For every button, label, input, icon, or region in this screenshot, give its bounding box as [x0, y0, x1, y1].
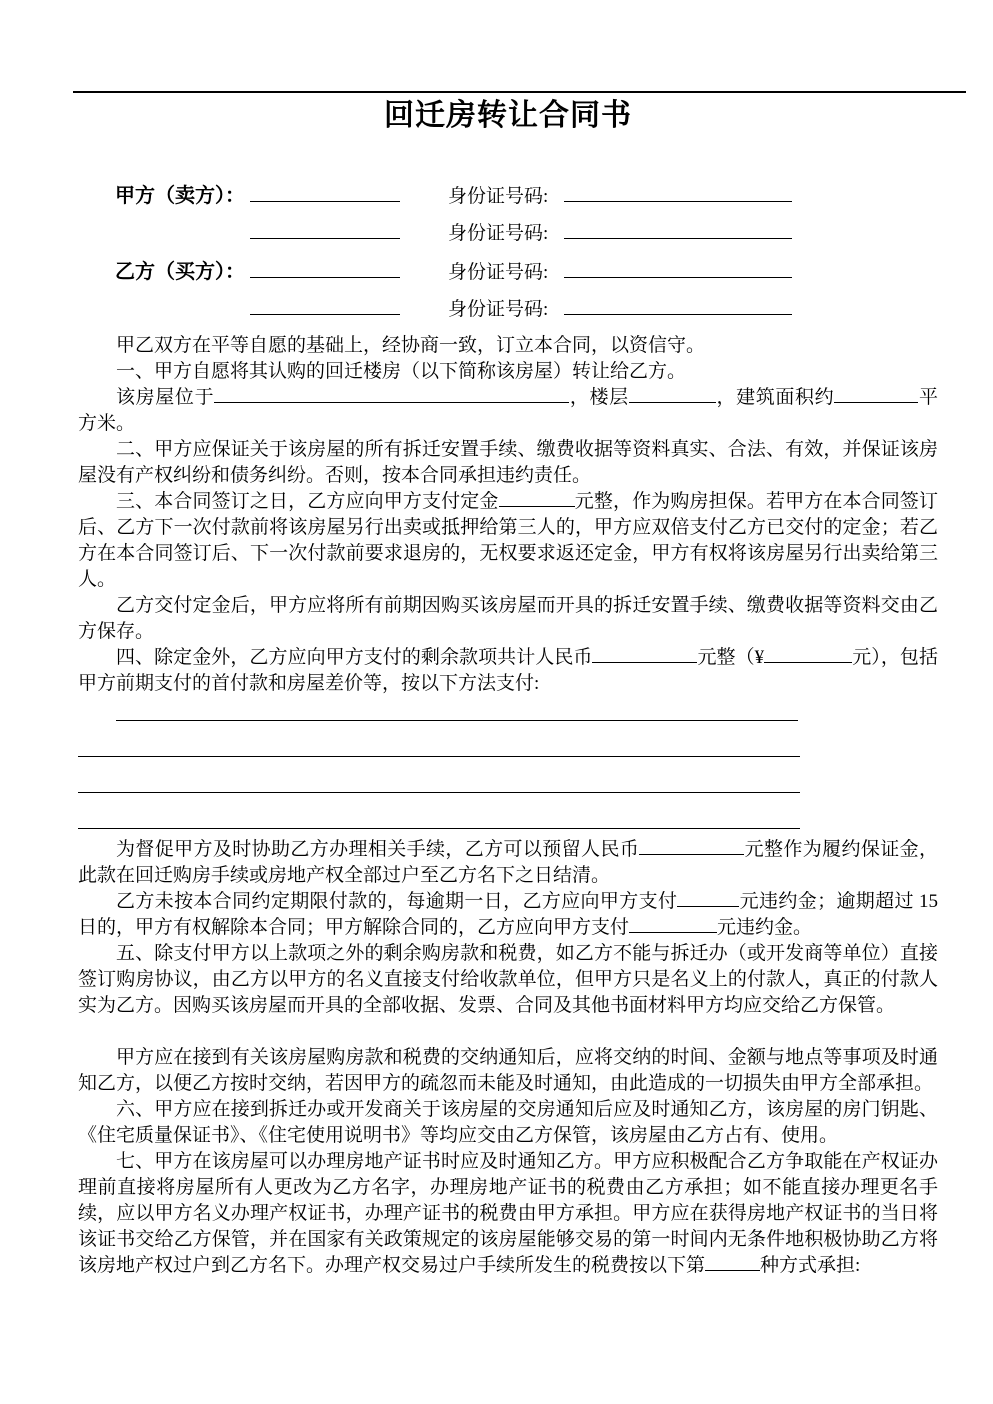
fill-in-line[interactable] [78, 721, 800, 757]
fill-in-line[interactable] [78, 793, 800, 829]
paragraph-text: 三、本合同签订之日，乙方应向甲方支付定金 [116, 491, 499, 512]
fill-in-blank[interactable] [639, 839, 744, 855]
party-a-label: 甲方（卖方）： [115, 185, 245, 207]
id-number-label: 身份证号码: [448, 186, 549, 207]
paragraph-text: 四、除定金外，乙方应向甲方支付的剩余款项共计人民币 [116, 647, 593, 668]
fill-in-blank[interactable] [764, 647, 852, 663]
party-name-blank[interactable] [250, 261, 400, 278]
paragraph-text: 平方米。 [78, 387, 938, 434]
paragraph-text: 一、甲方自愿将其认购的回迁楼房（以下简称该房屋）转让给乙方。 [116, 361, 687, 382]
paragraph-text: ，建筑面积约 [715, 387, 835, 408]
id-number-blank[interactable] [564, 298, 792, 315]
paragraph-text: 元违约金。 [717, 917, 813, 938]
paragraph-text: 该房屋位于 [116, 387, 215, 408]
fill-in-blank[interactable] [677, 891, 739, 907]
party-row [78, 181, 938, 219]
paragraph-text: 元违约金；逾期超过 15 日的，甲方有权解除本合同；甲方解除合同的，乙方应向甲方支付 [78, 891, 938, 938]
paragraph [78, 941, 938, 1019]
paragraph [78, 1045, 938, 1097]
id-number-label: 身份证号码: [448, 299, 549, 320]
fill-in-blank[interactable] [499, 491, 575, 507]
paragraph [78, 1149, 938, 1279]
paragraph [78, 593, 938, 645]
paragraph [78, 489, 938, 593]
fill-in-line[interactable] [78, 757, 800, 793]
id-number-label: 身份证号码: [448, 223, 549, 244]
parties-section [78, 181, 938, 333]
paragraph-text: 元），包括甲方前期支付的首付款和房屋差价等，按以下方法支付: [78, 647, 938, 694]
paragraph-text: ，楼层 [569, 387, 629, 408]
paragraph-text: 甲方应在接到有关该房屋购房款和税费的交纳通知后，应将交纳的时间、金额与地点等事项及时通知乙方，以便乙方按时交纳，若因甲方的疏忽而未能及时通知，由此造成的一切损失由甲方全部承担。 [78, 1047, 938, 1094]
id-number-blank[interactable] [564, 261, 792, 278]
fill-in-blank[interactable] [629, 917, 717, 933]
header-rule [73, 91, 966, 93]
paragraph-text: 甲乙双方在平等自愿的基础上，经协商一致，订立本合同，以资信守。 [116, 335, 706, 356]
fill-in-line[interactable] [116, 697, 798, 721]
party-name-blank[interactable] [250, 222, 400, 239]
party-b-label: 乙方（买方）： [115, 261, 245, 283]
id-number-blank[interactable] [564, 185, 792, 202]
fill-in-blank[interactable] [592, 647, 697, 663]
paragraph [78, 1097, 938, 1149]
id-number-label: 身份证号码: [448, 262, 549, 283]
id-number-blank[interactable] [564, 222, 792, 239]
contract-title: 回迁房转让合同书 [384, 99, 632, 132]
paragraph-text: 五、除支付甲方以上款项之外的剩余购房款和税费，如乙方不能与拆迁办（或开发商等单位）直接签订购房协议，由乙方以甲方的名义直接支付给收款单位，但甲方只是名义上的付款人，真正的付款人实为乙方。因购买该房屋而开具的全部收据、发票、合同及其他书面材料甲方均应交给乙方保管。 [78, 943, 938, 1016]
paragraph-text: 元整，作为购房担保。若甲方在本合同签订后、乙方下一次付款前将该房屋另行出卖或抵押给第三人的，甲方应双倍支付乙方已交付的定金；若乙方在本合同签订后、下一次付款前要求退房的，无权要求返还定金，甲方有权将该房屋另行出卖给第三人。 [78, 491, 938, 590]
paragraph-gap [78, 1019, 938, 1045]
paragraph [78, 889, 938, 941]
paragraph [78, 645, 938, 697]
contract-body [78, 333, 938, 1279]
paragraph [78, 837, 938, 889]
contract-content [0, 91, 993, 1279]
party-name-blank[interactable] [250, 185, 400, 202]
party-row [78, 219, 938, 257]
paragraph [78, 333, 938, 359]
party-row [78, 295, 938, 333]
paragraph-text: 元整（¥ [697, 647, 765, 668]
payment-method-fill-lines [78, 697, 938, 829]
fill-in-blank[interactable] [214, 387, 569, 403]
paragraph-text: 种方式承担: [760, 1255, 861, 1276]
fill-in-blank[interactable] [705, 1255, 760, 1271]
paragraph-text: 二、甲方应保证关于该房屋的所有拆迁安置手续、缴费收据等资料真实、合法、有效，并保证该房屋没有产权纠纷和债务纠纷。否则，按本合同承担违约责任。 [78, 439, 938, 486]
party-row [78, 257, 938, 295]
paragraph [78, 385, 938, 437]
paragraph-text: 为督促甲方及时协助乙方办理相关手续，乙方可以预留人民币 [116, 839, 640, 860]
paragraph [78, 359, 938, 385]
party-name-blank[interactable] [250, 298, 400, 315]
paragraph [78, 437, 938, 489]
paragraph-text: 六、甲方应在接到拆迁办或开发商关于该房屋的交房通知后应及时通知乙方，该房屋的房门钥匙、《住宅质量保证书》、《住宅使用说明书》等均应交由乙方保管，该房屋由乙方占有、使用。 [78, 1099, 938, 1146]
paragraph-text: 七、甲方在该房屋可以办理房地产证书时应及时通知乙方。甲方应积极配合乙方争取能在产权证办理前直接将房屋所有人更改为乙方名字，办理房地产证书的税费由乙方承担；如不能直接办理更名手续，应以甲方名义办理产权证书，办理产证书的税费由甲方承担。甲方应在获得房地产权证书的当日将该证书交给乙方保管，并在国家有关政策规定的该房屋能够交易的第一时间内无条件地积极协助乙方将该房地产权过户到乙方名下。办理产权交易过户手续所发生的税费按以下第 [78, 1151, 938, 1276]
paragraph-text: 乙方未按本合同约定期限付款的，每逾期一日，乙方应向甲方支付 [116, 891, 678, 912]
paragraph-text: 元整作为履约保证金，此款在回迁购房手续或房地产权全部过户至乙方名下之日结清。 [78, 839, 938, 886]
paragraph-text: 乙方交付定金后，甲方应将所有前期因购买该房屋而开具的拆迁安置手续、缴费收据等资料交由乙方保存。 [78, 595, 938, 642]
fill-in-blank[interactable] [629, 387, 716, 403]
fill-in-blank[interactable] [834, 387, 918, 403]
